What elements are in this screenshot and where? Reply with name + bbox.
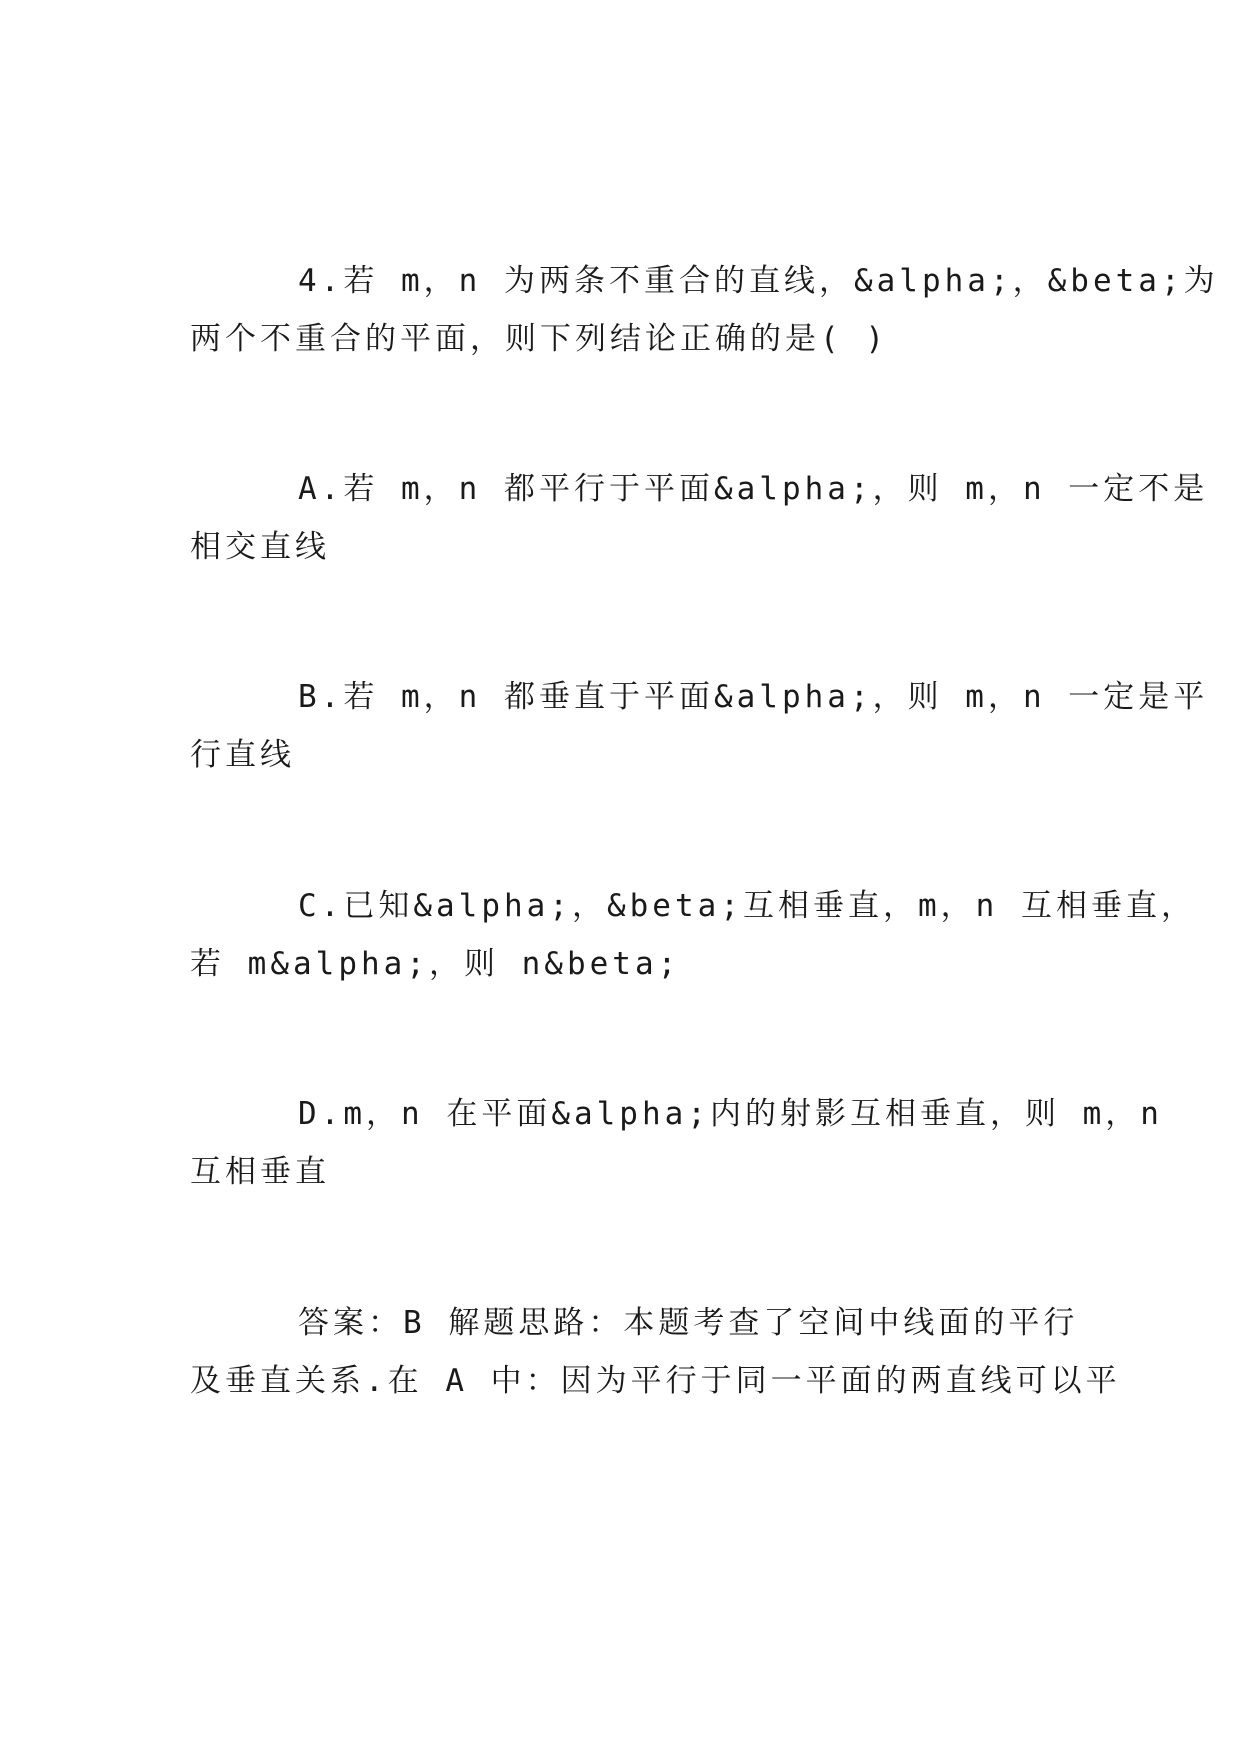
option-b-line-2: 行直线 [190, 737, 295, 773]
answer-paragraph [190, 1294, 1121, 1410]
option-c-line-1: C.已知&alpha;，&beta;互相垂直，m，n 互相垂直， [298, 888, 1196, 924]
option-b-paragraph [190, 668, 1209, 784]
option-b-line-1: B.若 m，n 都垂直于平面&alpha;，则 m，n 一定是平 [298, 679, 1209, 715]
answer-line-2: 及垂直关系.在 A 中：因为平行于同一平面的两直线可以平 [190, 1363, 1121, 1399]
option-a-line-1: A.若 m，n 都平行于平面&alpha;，则 m，n 一定不是 [298, 471, 1209, 507]
option-c-paragraph [190, 877, 1196, 993]
option-a-line-2: 相交直线 [190, 529, 330, 565]
question-line-1: 4.若 m，n 为两条不重合的直线，&alpha;，&beta;为 [298, 263, 1219, 299]
answer-line-1: 答案：B 解题思路：本题考查了空间中线面的平行 [298, 1305, 1079, 1341]
question-paragraph [190, 252, 1219, 368]
option-d-line-1: D.m，n 在平面&alpha;内的射影互相垂直，则 m，n [298, 1096, 1163, 1132]
option-d-line-2: 互相垂直 [190, 1154, 330, 1190]
question-line-2: 两个不重合的平面，则下列结论正确的是( ) [190, 321, 888, 357]
option-a-paragraph [190, 460, 1209, 576]
option-d-paragraph [190, 1085, 1163, 1201]
option-c-line-2: 若 m&alpha;，则 n&beta; [190, 946, 681, 982]
